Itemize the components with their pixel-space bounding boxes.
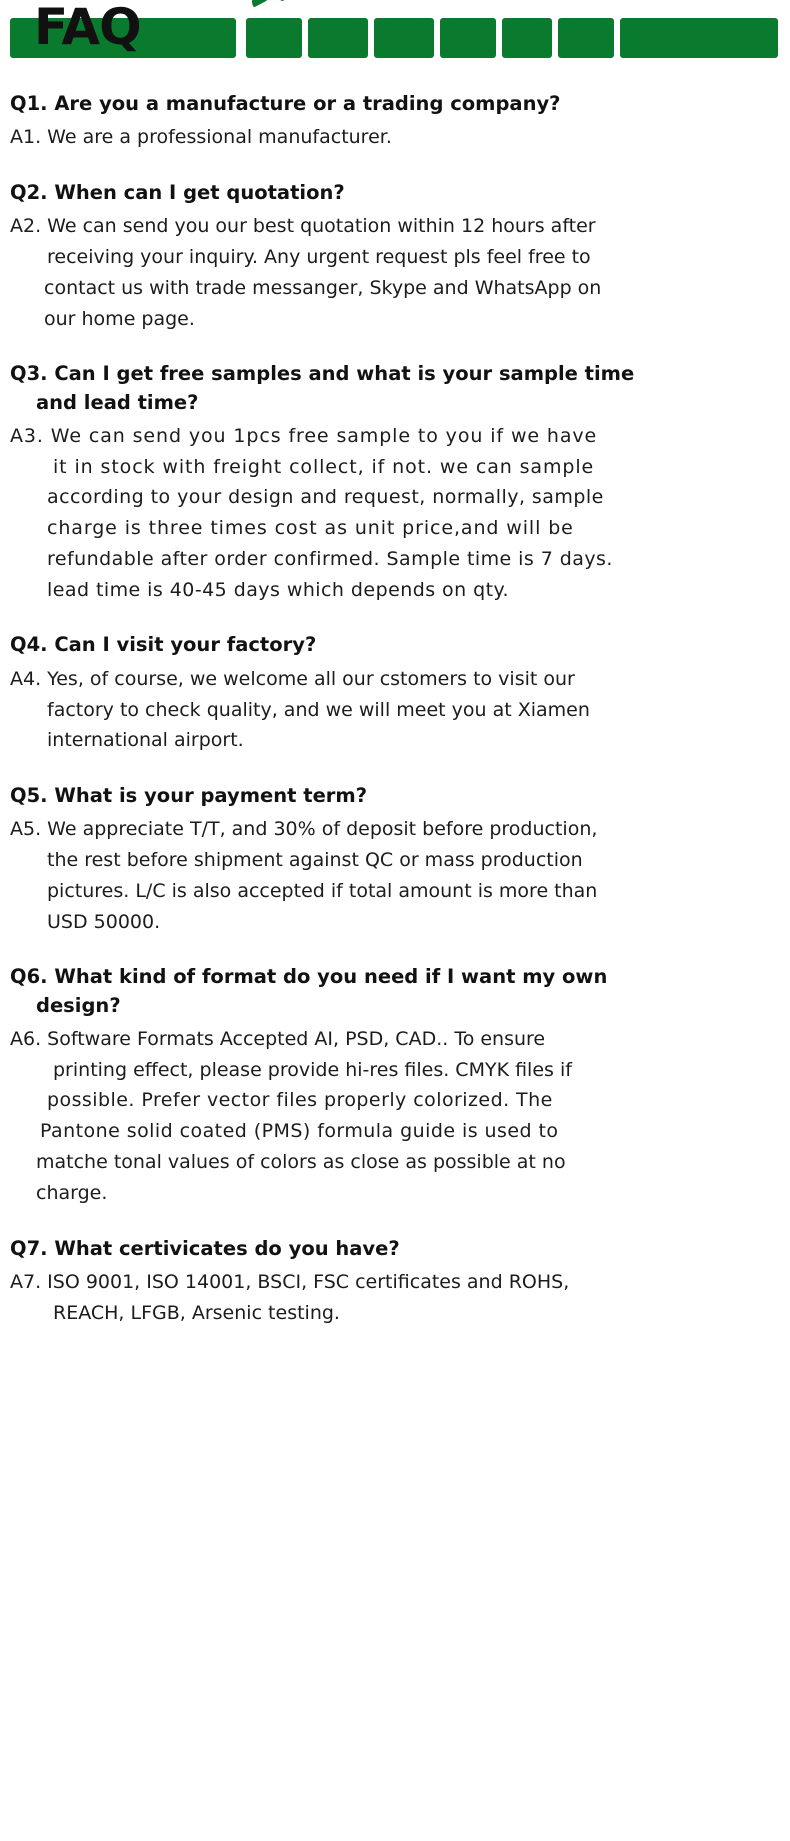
bamboo-segment bbox=[558, 18, 614, 58]
faq-answer-line: contact us with trade messanger, Skype and WhatsApp on bbox=[44, 276, 602, 299]
faq-question-line: Q3. Can I get free samples and what is your sample time bbox=[10, 362, 635, 386]
bamboo-segment bbox=[620, 18, 778, 58]
faq-question-line: Q2. When can I get quotation? bbox=[10, 181, 345, 205]
faq-answer-line: printing effect, please provide hi-res files. CMYK files if bbox=[53, 1058, 572, 1081]
faq-answer-line: matche tonal values of colors as close as possible at no bbox=[36, 1150, 566, 1173]
faq-answer-line: A7. ISO 9001, ISO 14001, BSCI, FSC certificates and ROHS, bbox=[10, 1270, 570, 1293]
bamboo-segment bbox=[308, 18, 368, 58]
faq-answer-line: pictures. L/C is also accepted if total amount is more than bbox=[47, 879, 598, 902]
faq-answer bbox=[10, 1024, 778, 1209]
bamboo-segment bbox=[374, 18, 434, 58]
faq-answer-line: Pantone solid coated (PMS) formula guide is used to bbox=[40, 1120, 559, 1143]
faq-answer-line: A3. We can send you 1pcs free sample to you if we have bbox=[10, 424, 598, 447]
faq-list bbox=[0, 72, 790, 1374]
faq-answer-line: charge. bbox=[36, 1181, 108, 1204]
page-header bbox=[0, 0, 790, 72]
faq-answer-line: according to your design and request, normally, sample bbox=[47, 486, 604, 509]
faq-question bbox=[10, 90, 778, 118]
faq-answer-line: A2. We can send you our best quotation within 12 hours after bbox=[10, 215, 596, 238]
faq-answer-line: receiving your inquiry. Any urgent request pls feel free to bbox=[47, 246, 591, 269]
faq-item bbox=[10, 90, 778, 153]
faq-answer-line: A5. We appreciate T/T, and 30% of deposit before production, bbox=[10, 818, 598, 841]
faq-answer-line: A4. Yes, of course, we welcome all our cstomers to visit our bbox=[10, 667, 575, 690]
faq-answer bbox=[10, 421, 778, 606]
faq-question bbox=[10, 631, 778, 659]
faq-question-line: and lead time? bbox=[36, 390, 199, 414]
faq-answer-line: USD 50000. bbox=[47, 910, 161, 933]
faq-answer-line: charge is three times cost as unit price,and will be bbox=[47, 517, 574, 540]
faq-answer bbox=[10, 814, 778, 937]
faq-answer-line: A6. Software Formats Accepted AI, PSD, CAD.. To ensure bbox=[10, 1027, 546, 1050]
bamboo-segment bbox=[502, 18, 552, 58]
faq-answer bbox=[10, 1267, 778, 1329]
leaf-icon bbox=[248, 0, 294, 20]
faq-answer-line: REACH, LFGB, Arsenic testing. bbox=[53, 1301, 340, 1324]
faq-question-line: Q6. What kind of format do you need if I want my own bbox=[10, 965, 608, 989]
faq-item bbox=[10, 782, 778, 937]
faq-question-line: Q4. Can I visit your factory? bbox=[10, 633, 317, 657]
faq-question-line: Q7. What certivicates do you have? bbox=[10, 1236, 400, 1260]
faq-question-line: Q1. Are you a manufacture or a trading company? bbox=[10, 92, 561, 115]
faq-item bbox=[10, 963, 778, 1208]
faq-answer-line: our home page. bbox=[44, 307, 195, 330]
faq-question bbox=[10, 179, 778, 207]
faq-answer-line: the rest before shipment against QC or mass production bbox=[47, 849, 583, 872]
faq-answer-line: international airport. bbox=[47, 729, 244, 752]
bamboo-segment bbox=[246, 18, 302, 58]
faq-answer-line: possible. Prefer vector files properly colorized. The bbox=[47, 1089, 553, 1112]
faq-answer bbox=[10, 122, 778, 153]
faq-answer bbox=[10, 211, 778, 334]
faq-item bbox=[10, 1235, 778, 1329]
bamboo-segment bbox=[440, 18, 496, 58]
faq-answer-line: factory to check quality, and we will meet you at Xiamen bbox=[47, 698, 590, 721]
faq-item bbox=[10, 360, 778, 605]
faq-question bbox=[10, 1235, 778, 1263]
faq-question bbox=[10, 782, 778, 810]
page-title: FAQ bbox=[34, 0, 141, 56]
faq-item bbox=[10, 179, 778, 334]
faq-question bbox=[10, 963, 778, 1020]
faq-answer bbox=[10, 664, 778, 756]
faq-answer-line: lead time is 40-45 days which depends on qty. bbox=[47, 578, 509, 601]
faq-item bbox=[10, 631, 778, 756]
faq-question-line: design? bbox=[36, 993, 121, 1017]
faq-question-line: Q5. What is your payment term? bbox=[10, 784, 368, 808]
faq-question bbox=[10, 360, 778, 417]
faq-answer-line: A1. We are a professional manufacturer. bbox=[10, 126, 392, 149]
faq-answer-line: it in stock with freight collect, if not. we can sample bbox=[53, 455, 595, 478]
faq-answer-line: refundable after order confirmed. Sample time is 7 days. bbox=[47, 547, 613, 570]
